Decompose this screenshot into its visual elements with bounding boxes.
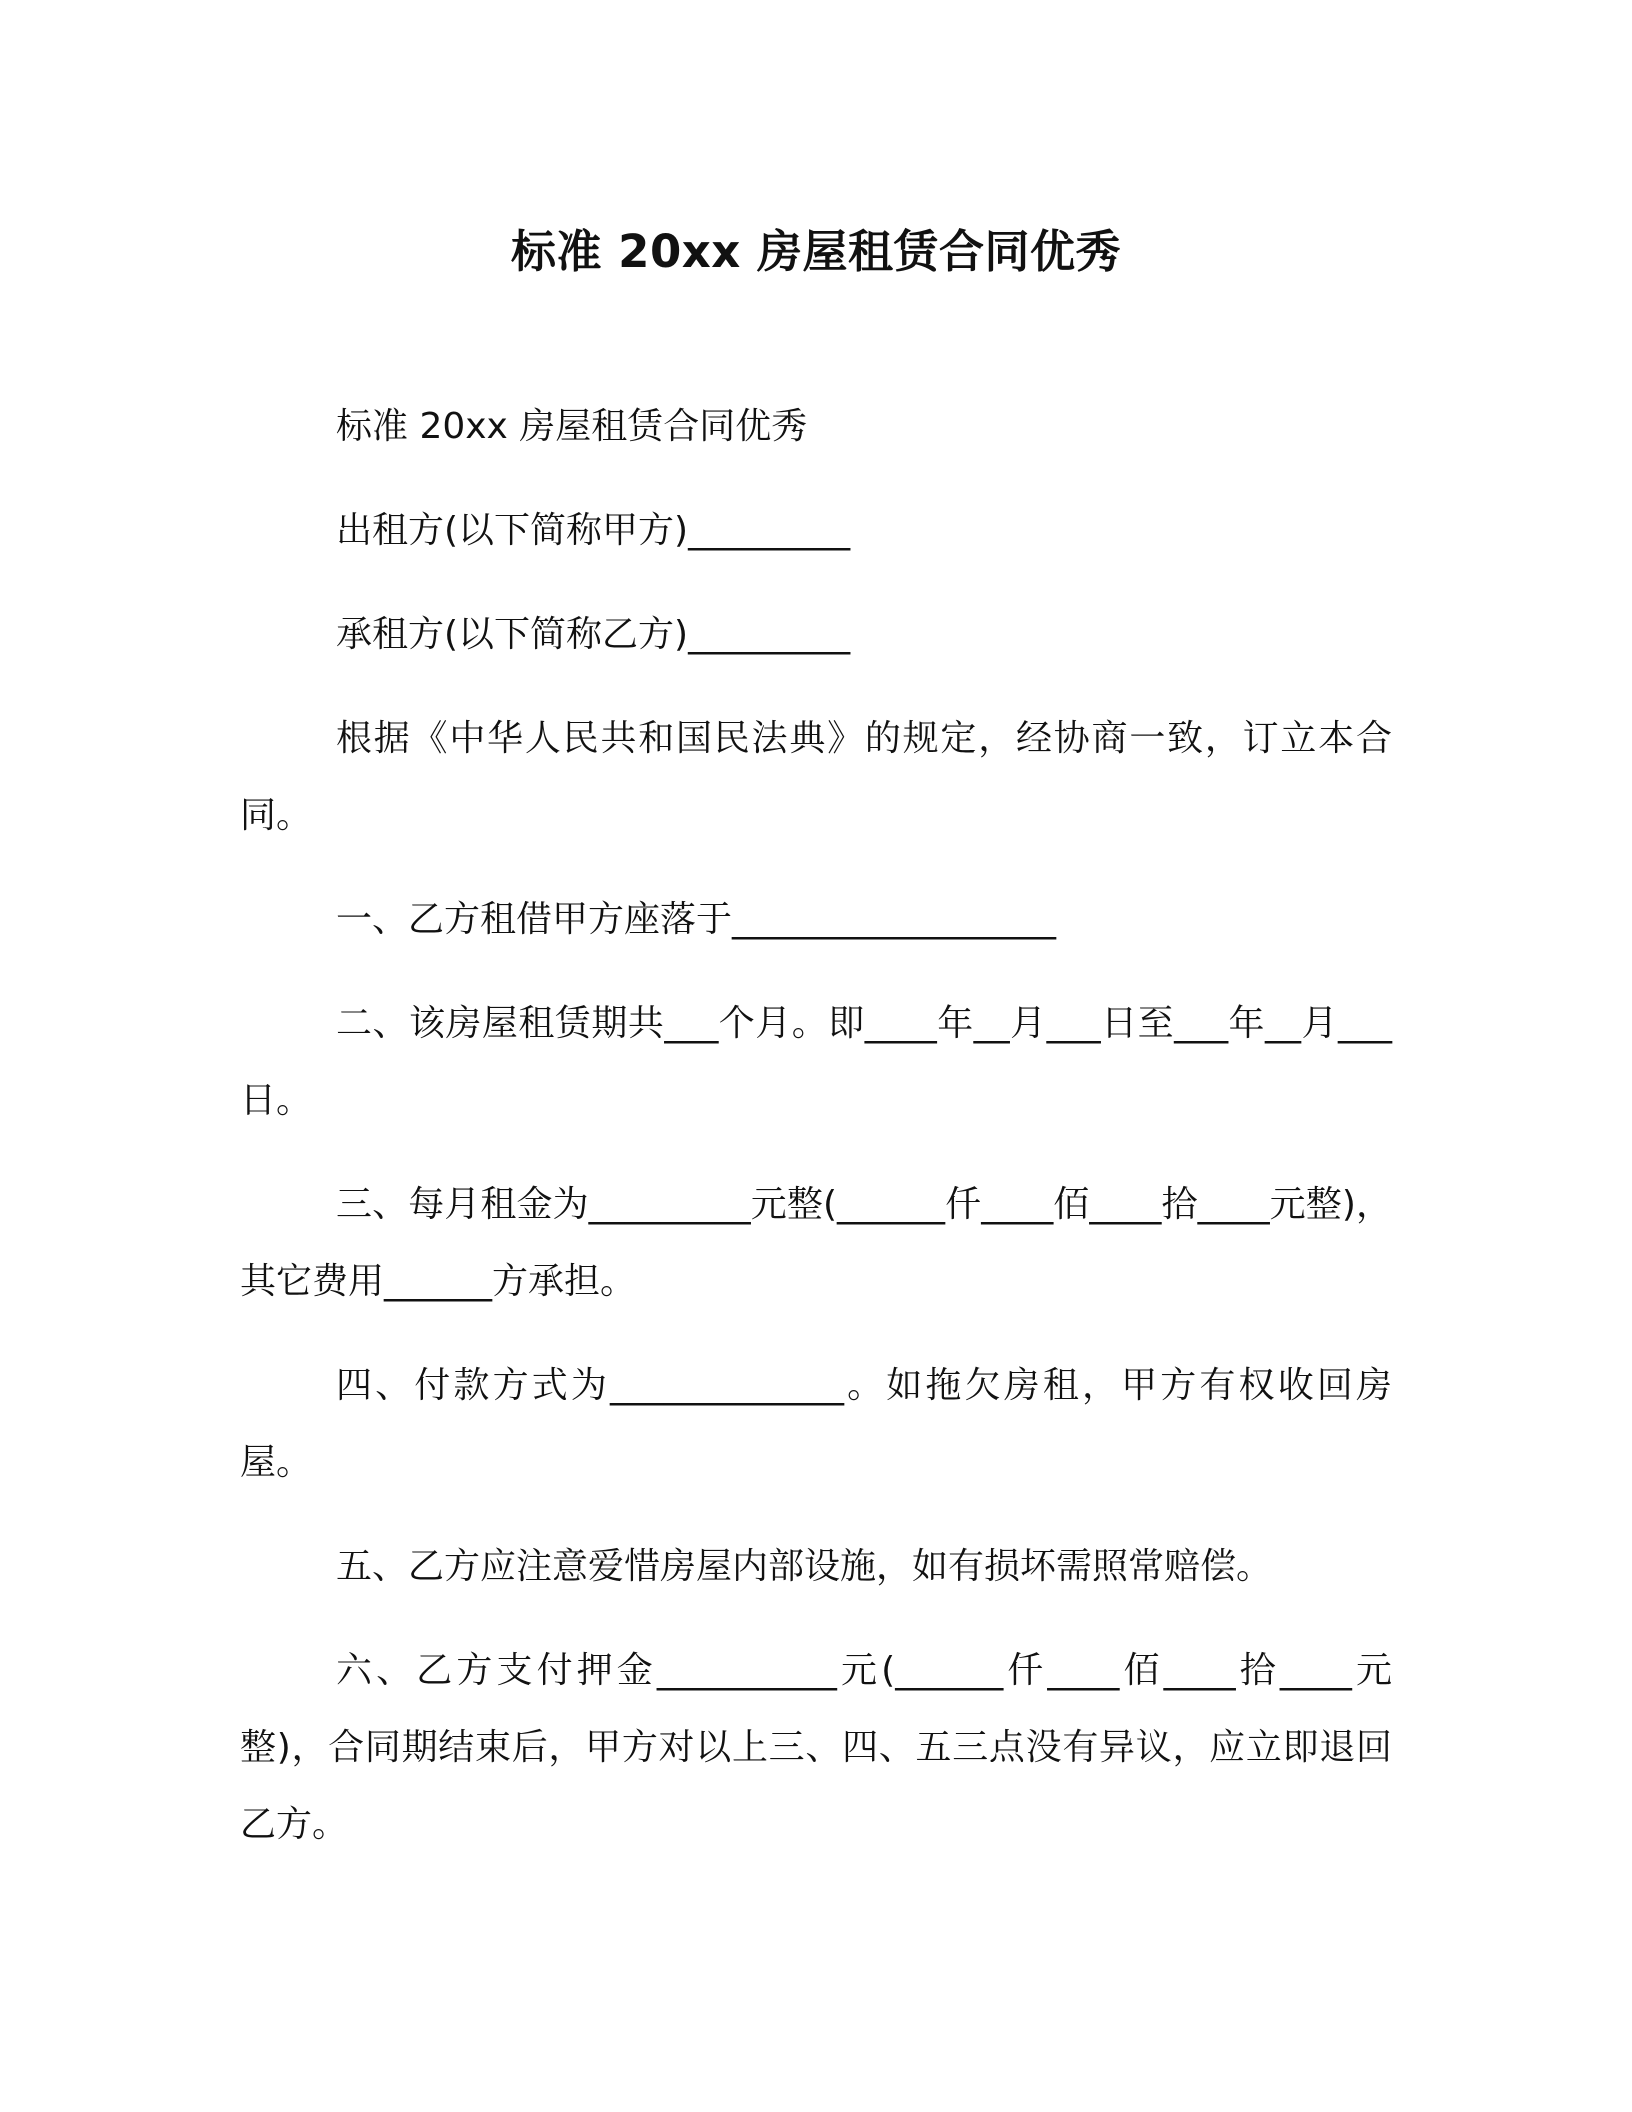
document-subtitle: 标准 20xx 房屋租赁合同优秀 [336,406,808,447]
clause-6: 六、乙方支付押金__________元(______仟____佰____拾____元整)，合同期结束后，甲方对以上三、四、五三点没有异议，应立即退回乙方。 [240,1650,1392,1845]
clause-1: 一、乙方租借甲方座落于__________________ [336,899,1057,940]
clause-5: 五、乙方应注意爱惜房屋内部设施，如有损坏需照常赔偿。 [336,1546,1273,1587]
document-title: 标准 20xx 房屋租赁合同优秀 [510,225,1121,278]
document-body [240,388,1392,1890]
clause-3: 三、每月租金为_________元整(______仟____佰____拾____元整)，其它费用______方承担。 [240,1184,1392,1302]
clause-2: 二、该房屋租赁期共___个月。即____年__月___日至___年__月___日。 [240,1003,1392,1121]
lessor-line: 出租方(以下简称甲方)_________ [336,510,851,551]
lessee-line: 承租方(以下简称乙方)_________ [336,614,851,655]
clause-4: 四、付款方式为_____________。如拖欠房租，甲方有权收回房屋。 [240,1365,1392,1483]
legal-basis-paragraph: 根据《中华人民共和国民法典》的规定，经协商一致，订立本合同。 [240,718,1392,836]
